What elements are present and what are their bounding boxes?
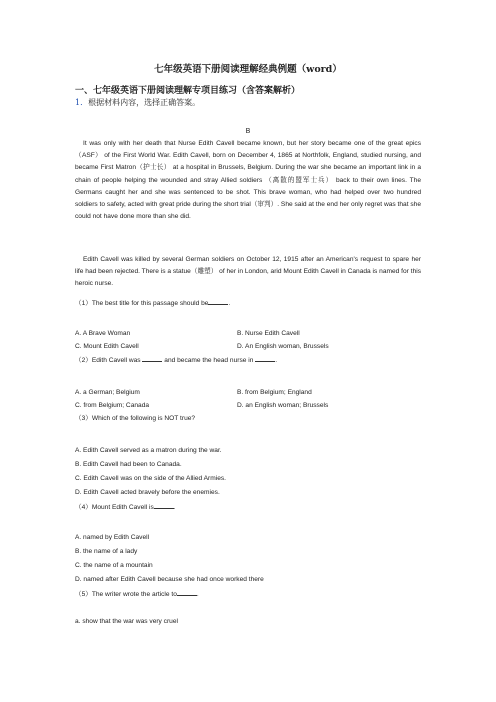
question-4: （4）Mount Edith Cavell is . <box>75 504 176 511</box>
option-4a: A. named by Edith Cavell <box>75 534 150 541</box>
instruction-number: 1． <box>75 98 89 107</box>
option-2a: A. a German; Belgium <box>75 389 140 396</box>
answer-blank <box>154 502 174 509</box>
question-2: （2）Edith Cavell was and became the head nurse in . <box>75 357 278 364</box>
question-1-stem: （1）The best title for this passage should be <box>75 300 209 307</box>
option-2d: D. an English woman; Brussels <box>237 402 329 409</box>
option-1c: C. Mount Edith Cavell <box>75 343 139 350</box>
question-2-stem-b: and became the head nurse in <box>164 357 254 364</box>
option-3c: C. Edith Cavell was on the side of the Allied Armies. <box>75 475 226 482</box>
option-3d: D. Edith Cavell acted bravely before the enemies. <box>75 489 220 496</box>
option-2c: C. from Belgium; Canada <box>75 402 150 409</box>
answer-blank <box>208 298 228 305</box>
option-4b: B. the name of a lady <box>75 548 138 555</box>
answer-blank <box>142 355 162 362</box>
question-3 <box>75 414 421 424</box>
instruction <box>75 97 421 108</box>
passage-paragraph-2: Edith Cavell was killed by several German soldiers on October 12, 1915 after an American's request to spare her life had been rejected. There is a statue（雕塑） of her in London, arid Mount Edith Cavell in Canada is named for this heroic nurse. <box>75 256 421 288</box>
question-3-stem: （3）Which of the following is NOT true? <box>75 415 196 422</box>
question-1: （1）The best title for this passage should be . <box>75 300 231 307</box>
question-5: （5）The writer wrote the article to . <box>75 591 199 598</box>
question-2-stem-a: （2）Edith Cavell was <box>75 357 141 364</box>
option-4d: D. named after Edith Cavell because she had once worked there <box>75 576 264 583</box>
answer-blank <box>255 355 275 362</box>
option-2b: B. from Belgium; England <box>237 389 312 396</box>
passage-label: B <box>245 128 251 135</box>
passage-paragraph-1: It was only with her death that Nurse Edith Cavell became known, but her story became one of the great epics （ASF） of the First World War. Edith Cavell, born on December 4, 1865 at Northfolk, England, studied nursing, and became First Matron（护士长） at a hospital in Brussels, Belgium. During the war she became an important link in a chain of people helping the wounded and stray Allied soldiers （离散的盟军士兵） back to their own lines. The Germans caught her and she was sentenced to be shot. This brave woman, who had helped over two hundred soldiers to safety, acted with great pride during the short trial（审判）. She said at the end her only regret was that she could not have done more than she did. <box>75 140 421 221</box>
option-3b: B. Edith Cavell had been to Canada. <box>75 461 182 468</box>
option-1a: A. A Brave Woman <box>75 330 131 337</box>
answer-blank <box>177 589 197 596</box>
option-5a: a. show that the war was very cruel <box>75 618 178 625</box>
option-1b: B. Nurse Edith Cavell <box>237 330 300 337</box>
document-title: 七年级英语下册阅读理解经典例题（word） <box>154 64 342 75</box>
option-1d: D. An English woman, Brussels <box>237 343 329 350</box>
instruction-text: 根据材料内容，选择正确答案。 <box>88 98 201 107</box>
section-heading: 一、七年级英语下册阅读理解专项目练习（含答案解析） <box>75 86 301 96</box>
option-4c: C. the name of a mountain <box>75 562 153 569</box>
question-5-stem: （5）The writer wrote the article to <box>75 591 177 598</box>
option-3a: A. Edith Cavell served as a matron during the war. <box>75 447 222 454</box>
question-4-stem: （4）Mount Edith Cavell is <box>75 504 154 511</box>
